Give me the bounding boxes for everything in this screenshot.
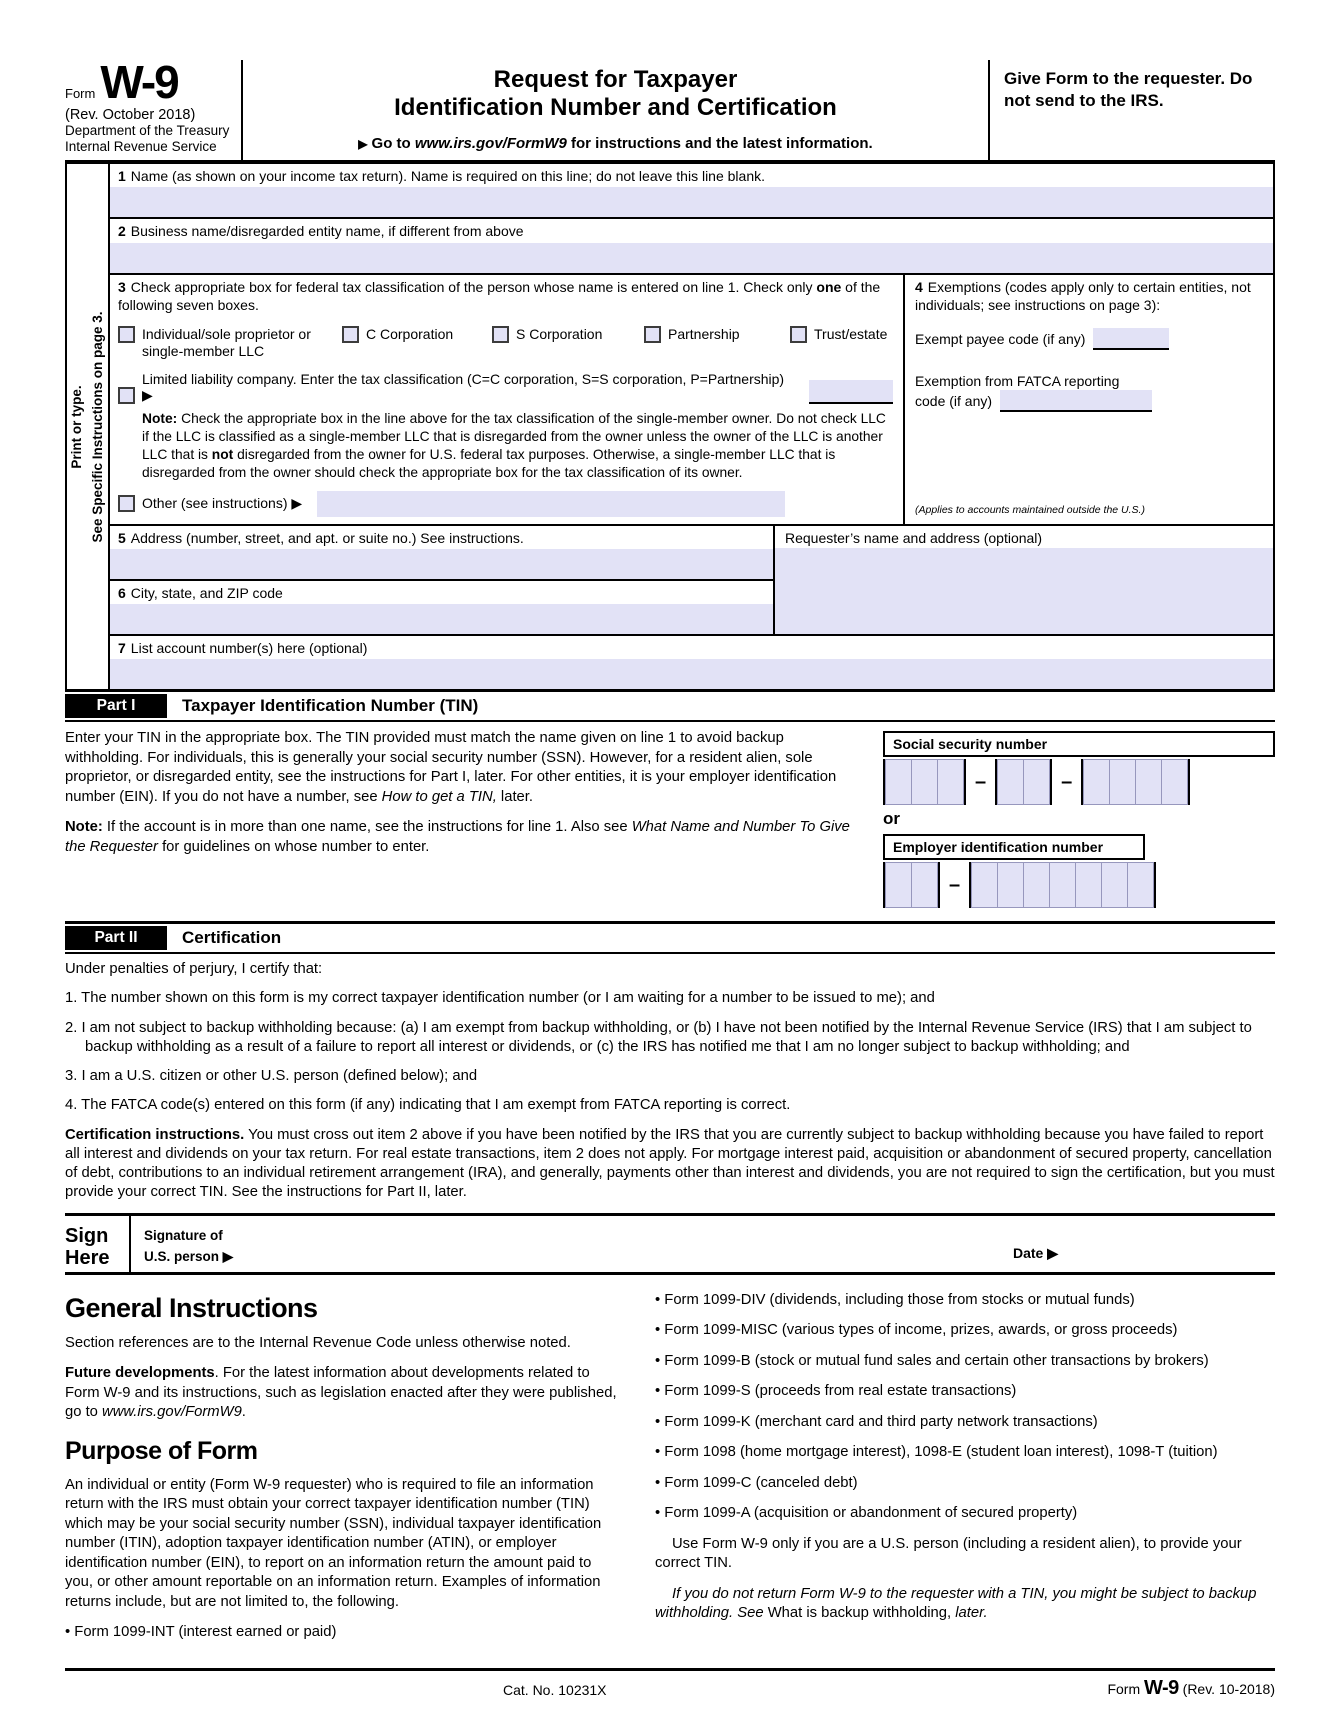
tin-digit-cell[interactable] bbox=[1023, 759, 1050, 805]
use-form-w9-para: Use Form W-9 only if you are a U.S. person (including a resident alien), to provide your correct TIN. bbox=[655, 1535, 1242, 1572]
tin-dash: – bbox=[949, 873, 961, 896]
certification-intro: Under penalties of perjury, I certify that: bbox=[65, 961, 323, 978]
line3-label-pre: Check appropriate box for federal tax classification of the person whose name is entered on line 1. Check only bbox=[130, 278, 817, 295]
certification-item-4: 4. The FATCA code(s) entered on this form (if any) indicating that I am exempt from FATCA reporting is correct. bbox=[65, 1097, 791, 1114]
page-footer bbox=[65, 1668, 1275, 1710]
certification-instructions bbox=[65, 1126, 1275, 1203]
checkbox-c-corporation[interactable] bbox=[342, 326, 359, 343]
requester-input[interactable] bbox=[775, 548, 1273, 634]
tin-digit-cell[interactable] bbox=[1109, 759, 1136, 805]
certification-item-2: 2. I am not subject to backup withholding because: (a) I am exempt from backup withholding, or (b) I have not been notified by the Internal Revenue Service (IRS) that I am subject to backup withholding as a result of a failure to report all interest or dividends, or (c) the IRS has notified me that I am no longer subject to backup withholding; and bbox=[65, 1019, 1252, 1055]
exempt-payee-label: Exempt payee code (if any) bbox=[915, 330, 1086, 347]
sign-here-label bbox=[65, 1216, 129, 1272]
certification-item-3: 3. I am a U.S. citizen or other U.S. person (defined below); and bbox=[65, 1068, 478, 1085]
form-identifier-block bbox=[65, 56, 243, 160]
irs-url-link[interactable]: www.irs.gov/FormW9 bbox=[414, 135, 567, 153]
row-line6-city bbox=[110, 581, 773, 634]
rail-text bbox=[67, 311, 109, 542]
certification-instructions-lead: Certification instructions. bbox=[65, 1126, 245, 1143]
line5-label bbox=[110, 526, 773, 549]
tax-classification-options bbox=[118, 326, 893, 361]
section-references-para: Section references are to the Internal Revenue Code unless otherwise noted. bbox=[65, 1334, 571, 1351]
part2-tab: Part II bbox=[65, 926, 167, 950]
catalog-number: Cat. No. 10231X bbox=[503, 1681, 607, 1698]
tin-instructions bbox=[65, 729, 855, 807]
llc-note-bold: not bbox=[211, 446, 234, 462]
form-fields-table bbox=[65, 164, 1275, 689]
tin-digit-cell[interactable] bbox=[1083, 759, 1110, 805]
classification-area bbox=[110, 275, 905, 524]
part1-tab: Part I bbox=[65, 694, 167, 718]
ein-header: Employer identification number bbox=[883, 834, 1145, 860]
line7-label bbox=[110, 636, 1273, 659]
fatca-label-line2-row bbox=[915, 390, 1265, 412]
signature-label-line2: U.S. person ▶ bbox=[144, 1249, 234, 1265]
address-input[interactable] bbox=[110, 549, 773, 579]
line1-number: 1 bbox=[118, 168, 126, 185]
tin-digit-group bbox=[1081, 759, 1190, 805]
box4-number: 4 bbox=[915, 278, 923, 295]
bullet-1099-int: • Form 1099-INT (interest earned or paid) bbox=[65, 1624, 337, 1641]
requester-box bbox=[775, 526, 1273, 634]
line5-label-text: Address (number, street, and apt. or suite no.) See instructions. bbox=[130, 529, 524, 546]
date-label: Date ▶ bbox=[1013, 1244, 1059, 1261]
account-numbers-input[interactable] bbox=[110, 659, 1273, 689]
sign-here-row bbox=[65, 1213, 1275, 1275]
future-developments-text: . For the latest information about developments related to Form W-9 and its instructions, such as legislation enacted after they were published, go to bbox=[65, 1365, 617, 1421]
city-state-zip-input[interactable] bbox=[110, 604, 773, 634]
bullet-1098: • Form 1098 (home mortgage interest), 1098-E (student loan interest), 1098-T (tuition) bbox=[655, 1444, 1218, 1461]
checkbox-llc-label: Limited liability company. Enter the tax classification (C=C corporation, S=S corporation, P=Partnership) ▶ bbox=[142, 370, 785, 403]
llc-note bbox=[142, 410, 893, 482]
tin-note-tail: for guidelines on whose number to enter. bbox=[157, 838, 430, 855]
part2-body bbox=[65, 954, 1275, 1212]
footer-form-word: Form bbox=[1107, 1680, 1141, 1697]
bullet-1099-k: • Form 1099-K (merchant card and third party network transactions) bbox=[655, 1413, 1098, 1430]
footer-form-rev: (Rev. 10-2018) bbox=[1182, 1680, 1275, 1697]
line1-label-text: Name (as shown on your income tax return). Name is required on this line; do not leave this line blank. bbox=[130, 168, 766, 185]
form-title-line2: Identification Number and Certification bbox=[394, 94, 837, 122]
tin-dash: – bbox=[975, 770, 987, 793]
tin-digit-cell[interactable] bbox=[911, 862, 938, 908]
option-other bbox=[118, 491, 893, 517]
tin-digit-cell[interactable] bbox=[997, 759, 1024, 805]
form-title-line1: Request for Taxpayer bbox=[493, 66, 738, 93]
form-title-block bbox=[243, 60, 990, 160]
backup-withholding-roman: What is backup withholding, bbox=[767, 1605, 952, 1622]
llc-classification-input[interactable] bbox=[809, 380, 893, 404]
future-developments-lead: Future developments bbox=[65, 1365, 215, 1382]
future-developments-url[interactable]: www.irs.gov/FormW9 bbox=[102, 1404, 242, 1421]
tin-entry-area bbox=[883, 729, 1275, 912]
option-partnership bbox=[644, 326, 790, 344]
future-developments-para bbox=[65, 1364, 621, 1423]
part2-header-bar bbox=[65, 921, 1275, 954]
part1-body bbox=[65, 722, 1275, 921]
line3-number: 3 bbox=[118, 278, 126, 295]
line7-label-text: List account number(s) here (optional) bbox=[130, 640, 368, 657]
tin-digit-cell[interactable] bbox=[971, 862, 998, 908]
rail-line2: See Specific Instructions on page 3. bbox=[89, 311, 105, 543]
llc-note-pre: Check the appropriate box in the line above for the tax classification of the single-member owner. Do not check LLC if the LLC is classified as a single-member LLC that is disregarded from the owner unless the owner of the LLC is another LLC that is bbox=[142, 410, 886, 462]
tin-digit-cell[interactable] bbox=[1075, 862, 1102, 908]
line6-label-text: City, state, and ZIP code bbox=[130, 584, 283, 601]
tin-digit-cell[interactable] bbox=[1135, 759, 1162, 805]
form-rows bbox=[110, 164, 1273, 689]
goto-text-pre: Go to bbox=[371, 135, 415, 153]
backup-withholding-post: later. bbox=[951, 1605, 988, 1622]
footer-form-number: W-9 bbox=[1144, 1676, 1179, 1699]
ssn-input-boxes bbox=[883, 759, 1275, 805]
department-line1: Department of the Treasury bbox=[65, 123, 230, 139]
other-classification-input[interactable] bbox=[317, 491, 785, 517]
fatca-code-input[interactable] bbox=[1000, 390, 1152, 412]
fatca-label-line2: code (if any) bbox=[915, 393, 993, 410]
exemptions-box bbox=[905, 275, 1273, 524]
checkbox-s-corporation-label: S Corporation bbox=[516, 325, 603, 342]
give-form-note: Give Form to the requester. Do not send to the IRS. bbox=[1004, 69, 1253, 111]
form-revision: (Rev. October 2018) bbox=[65, 107, 196, 124]
signature-label-line1: Signature of bbox=[144, 1227, 223, 1243]
line3-label bbox=[118, 278, 893, 314]
tin-digit-cell[interactable] bbox=[1049, 862, 1076, 908]
form-header bbox=[65, 56, 1275, 164]
footer-form-id bbox=[1107, 1677, 1275, 1700]
tin-note-italic: What Name and Number To Give the Requester bbox=[65, 819, 850, 855]
tin-dash: – bbox=[1061, 770, 1073, 793]
box4-label-text: Exemptions (codes apply only to certain entities, not individuals; see instructions on page 3): bbox=[915, 278, 1251, 313]
line3-label-post: of the following seven boxes. bbox=[118, 278, 881, 313]
tin-digit-cell[interactable] bbox=[885, 759, 912, 805]
option-trust-estate bbox=[790, 326, 887, 344]
row-line3-classification bbox=[110, 275, 1273, 526]
option-llc bbox=[118, 371, 893, 404]
instructions-right-column bbox=[655, 1291, 1275, 1654]
bullet-1099-misc: • Form 1099-MISC (various types of income, prizes, awards, or gross proceeds) bbox=[655, 1322, 1178, 1339]
line6-number: 6 bbox=[118, 584, 126, 601]
tin-digit-group bbox=[995, 759, 1052, 805]
tin-digit-cell[interactable] bbox=[1101, 862, 1128, 908]
row-address-block bbox=[110, 526, 1273, 636]
checkbox-partnership-label: Partnership bbox=[668, 325, 740, 342]
tin-digit-cell[interactable] bbox=[885, 862, 912, 908]
purpose-of-form-para: An individual or entity (Form W-9 requester) who is required to file an information return with the IRS must obtain your correct taxpayer identification number (TIN) which may be your social security number (SSN), individual taxpayer identification number (ITIN), adoption taxpayer identification number (ATIN), or employer identification number (EIN), to report on an information return the amount paid to you, or other amount reportable on an information return. Examples of information returns include, but are not limited to, the following. bbox=[65, 1476, 602, 1610]
checkbox-c-corporation-label: C Corporation bbox=[366, 325, 454, 342]
checkbox-other-label: Other (see instructions) ▶ bbox=[142, 495, 303, 512]
fatca-label-line1: Exemption from FATCA reporting bbox=[915, 372, 1120, 389]
checkbox-trust-estate[interactable] bbox=[790, 326, 807, 343]
tin-note-text: If the account is in more than one name, see the instructions for line 1. Also see bbox=[102, 819, 632, 836]
right-arrow-icon: ▶ bbox=[358, 137, 368, 152]
option-s-corporation bbox=[492, 326, 644, 344]
bullet-1099-a: • Form 1099-A (acquisition or abandonment of secured property) bbox=[655, 1505, 1078, 1522]
rail-line1: Print or type. bbox=[68, 385, 84, 469]
llc-note-post: disregarded from the owner for U.S. federal tax purposes. Otherwise, a single-member LLC that is disregarded from the owner should check the appropriate box for the tax classification of its owner. bbox=[142, 446, 836, 480]
backup-withholding-pre: If you do not return Form W-9 to the requester with a TIN, you might be subject to backup withholding. See bbox=[655, 1585, 1257, 1622]
line3-label-bold: one bbox=[816, 278, 842, 295]
certification-item-1: 1. The number shown on this form is my correct taxpayer identification number (or I am waiting for a number to be issued to me); and bbox=[65, 990, 935, 1007]
option-individual bbox=[118, 326, 342, 361]
ssn-header: Social security number bbox=[883, 731, 1275, 757]
tin-instructions-italic: How to get a TIN, bbox=[381, 788, 497, 805]
address-column bbox=[110, 526, 775, 634]
name-input[interactable] bbox=[110, 187, 1273, 217]
tin-digit-cell[interactable] bbox=[1161, 759, 1188, 805]
instructions-left-column bbox=[65, 1291, 655, 1654]
tin-instructions-text: Enter your TIN in the appropriate box. The TIN provided must match the name given on line 1 to avoid backup withholding. For individuals, this is generally your social security number (SSN). However, for a resident alien, sole proprietor, or disregarded entity, see the instructions for Part I, later. For other entities, it is your employer identification number (EIN). If you do not have a number, see bbox=[65, 730, 837, 805]
requester-label: Requester’s name and address (optional) bbox=[785, 529, 1043, 546]
signature-label bbox=[131, 1216, 233, 1272]
checkbox-individual-label: Individual/sole proprietor or single-member LLC bbox=[142, 325, 311, 360]
applies-note: (Applies to accounts maintained outside the U.S.) bbox=[915, 504, 1145, 517]
line1-label bbox=[110, 164, 1273, 187]
exempt-payee-row bbox=[915, 328, 1265, 350]
llc-note-lead: Note: bbox=[142, 410, 178, 426]
certification-instructions-body: You must cross out item 2 above if you have been notified by the IRS that you are currently subject to backup withholding because you have failed to report all interest and dividends on your tax return. For real estate transactions, item 2 does not apply. For mortgage interest paid, acquisition or abandonment of secured property, cancellation of debt, contributions to an individual retirement arrangement (IRA), and generally, payments other than interest and dividends, you are not required to sign the certification, but you must provide your correct TIN. See the instructions for Part II, later. bbox=[65, 1126, 1275, 1201]
part1-title: Taxpayer Identification Number (TIN) bbox=[182, 696, 479, 716]
here-word: Here bbox=[65, 1246, 110, 1269]
tin-digit-group bbox=[883, 862, 940, 908]
signature-line[interactable] bbox=[233, 1216, 1275, 1272]
bullet-1099-b: • Form 1099-B (stock or mutual fund sales and certain other transactions by brokers) bbox=[655, 1352, 1209, 1369]
form-number: W-9 bbox=[100, 56, 178, 108]
or-label: or bbox=[883, 809, 900, 829]
row-line2-business-name bbox=[110, 219, 1273, 274]
tin-digit-cell[interactable] bbox=[937, 759, 964, 805]
sign-word: Sign bbox=[65, 1224, 109, 1247]
checkbox-trust-estate-label: Trust/estate bbox=[814, 325, 888, 342]
row-line5-address bbox=[110, 526, 773, 581]
department-line2: Internal Revenue Service bbox=[65, 139, 217, 155]
goto-instruction bbox=[251, 135, 980, 152]
tin-digit-cell[interactable] bbox=[1127, 862, 1154, 908]
bullet-1099-div: • Form 1099-DIV (dividends, including those from stocks or mutual funds) bbox=[655, 1291, 1135, 1308]
line7-number: 7 bbox=[118, 640, 126, 657]
backup-withholding-para bbox=[655, 1585, 1275, 1624]
tin-note bbox=[65, 818, 855, 857]
line2-label bbox=[110, 219, 1273, 242]
fatca-row bbox=[915, 372, 1265, 412]
part2-title: Certification bbox=[182, 928, 282, 948]
tin-digit-group bbox=[969, 862, 1156, 908]
line6-label bbox=[110, 581, 773, 604]
ein-input-boxes bbox=[883, 862, 1275, 908]
exempt-payee-code-input[interactable] bbox=[1093, 328, 1169, 350]
general-instructions-heading: General Instructions bbox=[65, 1292, 318, 1323]
business-name-input[interactable] bbox=[110, 243, 1273, 273]
part1-text bbox=[65, 729, 883, 912]
tin-note-lead: Note: bbox=[65, 819, 103, 836]
checkbox-individual[interactable] bbox=[118, 326, 135, 343]
tin-instructions-tail: later. bbox=[496, 788, 534, 805]
part1-header-bar bbox=[65, 689, 1275, 722]
option-c-corporation bbox=[342, 326, 492, 344]
row-line1-name bbox=[110, 164, 1273, 219]
tin-digit-cell[interactable] bbox=[997, 862, 1024, 908]
future-developments-tail: . bbox=[241, 1404, 246, 1421]
form-number-line bbox=[65, 56, 235, 108]
line2-number: 2 bbox=[118, 223, 126, 240]
form-word: Form bbox=[65, 86, 96, 101]
bullet-1099-s: • Form 1099-S (proceeds from real estate transactions) bbox=[655, 1383, 1017, 1400]
line5-number: 5 bbox=[118, 529, 126, 546]
purpose-of-form-heading: Purpose of Form bbox=[65, 1436, 258, 1465]
print-or-type-rail bbox=[67, 164, 110, 689]
form-title bbox=[251, 66, 980, 123]
checkbox-other[interactable] bbox=[118, 495, 135, 512]
tin-digit-cell[interactable] bbox=[911, 759, 938, 805]
row-line7-accounts bbox=[110, 636, 1273, 689]
bullet-1099-c: • Form 1099-C (canceled debt) bbox=[655, 1474, 858, 1491]
goto-text-post: for instructions and the latest information. bbox=[566, 135, 873, 153]
checkbox-partnership[interactable] bbox=[644, 326, 661, 343]
line2-label-text: Business name/disregarded entity name, if different from above bbox=[130, 223, 524, 240]
checkbox-llc[interactable] bbox=[118, 387, 135, 404]
general-instructions-section bbox=[65, 1275, 1275, 1654]
box4-label bbox=[915, 278, 1265, 314]
tin-digit-cell[interactable] bbox=[1023, 862, 1050, 908]
tin-digit-group bbox=[883, 759, 966, 805]
checkbox-s-corporation[interactable] bbox=[492, 326, 509, 343]
